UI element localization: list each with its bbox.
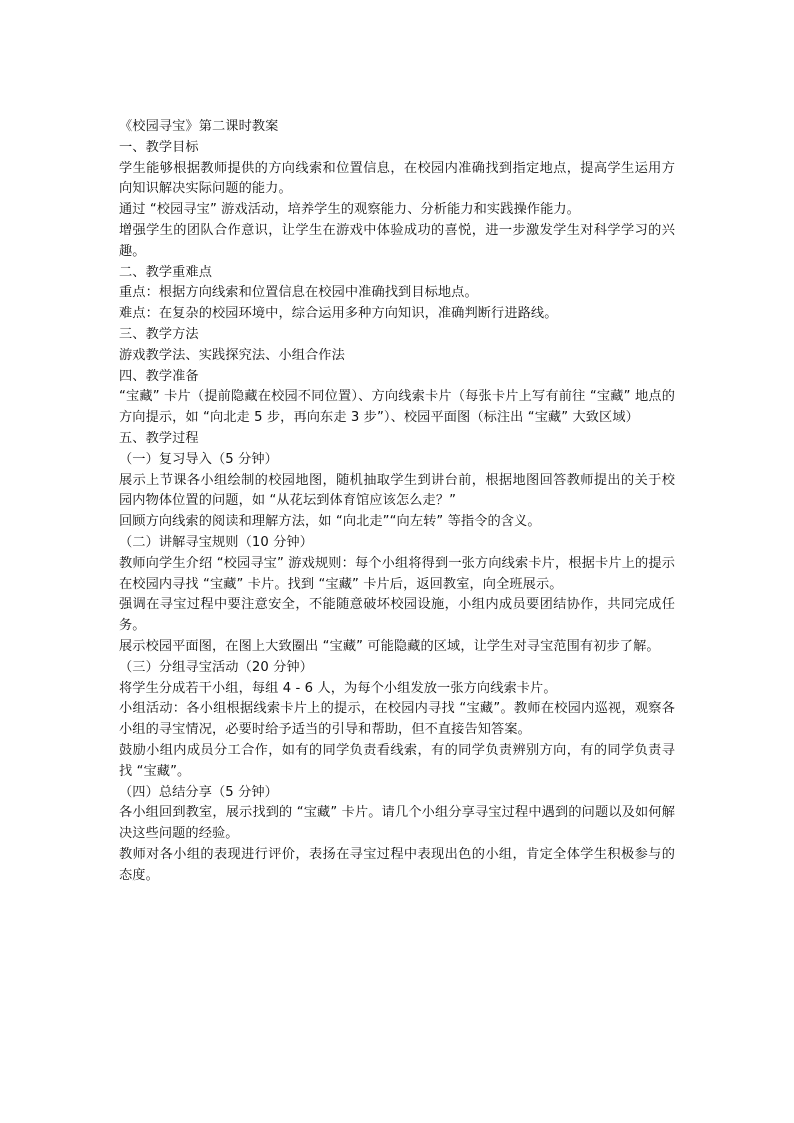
document-title: 《校园寻宝》第二课时教案 bbox=[119, 119, 279, 134]
paragraph: 游戏教学法、实践探究法、小组合作法 bbox=[119, 347, 345, 363]
paragraph: 将学生分成若干小组，每组 4 - 6 人，为每个小组发放一张方向线索卡片。 bbox=[119, 680, 557, 696]
paragraph: 难点：在复杂的校园环境中，综合运用多种方向知识，准确判断行进路线。 bbox=[119, 306, 558, 322]
paragraph: 各小组回到教室，展示找到的 “宝藏” 卡片。请几个小组分享寻宝过程中遇到的问题以及如何解决这些问题的经验。 bbox=[119, 805, 675, 842]
paragraph: 重点：根据方向线索和位置信息在校园中准确找到目标地点。 bbox=[119, 285, 478, 301]
paragraph: 学生能够根据教师提供的方向线索和位置信息，在校园内准确找到指定地点，提高学生运用方向知识解决实际问题的能力。 bbox=[119, 160, 675, 197]
subsection-heading: （四）总结分享（5 分钟） bbox=[119, 784, 278, 800]
paragraph: 教师向学生介绍 “校园寻宝” 游戏规则：每个小组将得到一张方向线索卡片，根据卡片上的提示在校园内寻找 “宝藏” 卡片。找到 “宝藏” 卡片后，返回教室，向全班展示。 bbox=[119, 555, 675, 592]
document-body bbox=[119, 117, 675, 886]
paragraph: 增强学生的团队合作意识，让学生在游戏中体验成功的喜悦，进一步激发学生对科学学习的兴趣。 bbox=[119, 222, 675, 259]
paragraph: 展示校园平面图，在图上大致圈出 “宝藏” 可能隐藏的区域，让学生对寻宝范围有初步了解。 bbox=[119, 638, 660, 654]
paragraph: 展示上节课各小组绘制的校园地图，随机抽取学生到讲台前，根据地图回答教师提出的关于校园内物体位置的问题，如 “从花坛到体育馆应该怎么走？” bbox=[119, 472, 675, 509]
paragraph: 鼓励小组内成员分工合作，如有的同学负责看线索，有的同学负责辨别方向，有的同学负责寻找 “宝藏”。 bbox=[119, 742, 675, 779]
section-heading-key-points: 二、教学重难点 bbox=[119, 264, 213, 280]
section-heading-preparation: 四、教学准备 bbox=[119, 368, 199, 384]
paragraph: 通过 “校园寻宝” 游戏活动，培养学生的观察能力、分析能力和实践操作能力。 bbox=[119, 202, 580, 218]
section-heading-objectives: 一、教学目标 bbox=[119, 139, 199, 155]
paragraph: “宝藏” 卡片（提前隐藏在校园不同位置）、方向线索卡片（每张卡片上写有前往 “宝藏” 地点的方向提示，如 “向北走 5 步，再向东走 3 步”）、校园平面图（标注出 “宝藏” 大致区域） bbox=[119, 389, 675, 426]
section-heading-process: 五、教学过程 bbox=[119, 430, 199, 446]
paragraph: 教师对各小组的表现进行评价，表扬在寻宝过程中表现出色的小组，肯定全体学生积极参与的态度。 bbox=[119, 846, 675, 883]
subsection-heading: （三）分组寻宝活动（20 分钟） bbox=[119, 659, 314, 675]
subsection-heading: （二）讲解寻宝规则（10 分钟） bbox=[119, 534, 314, 550]
section-heading-methods: 三、教学方法 bbox=[119, 326, 199, 342]
paragraph: 小组活动：各小组根据线索卡片上的提示，在校园内寻找 “宝藏”。教师在校园内巡视，观察各小组的寻宝情况，必要时给予适当的引导和帮助，但不直接告知答案。 bbox=[119, 701, 675, 738]
paragraph: 回顾方向线索的阅读和理解方法，如 “向北走”“向左转” 等指令的含义。 bbox=[119, 514, 541, 530]
subsection-heading: （一）复习导入（5 分钟） bbox=[119, 451, 278, 467]
paragraph: 强调在寻宝过程中要注意安全，不能随意破坏校园设施，小组内成员要团结协作，共同完成任务。 bbox=[119, 597, 675, 634]
